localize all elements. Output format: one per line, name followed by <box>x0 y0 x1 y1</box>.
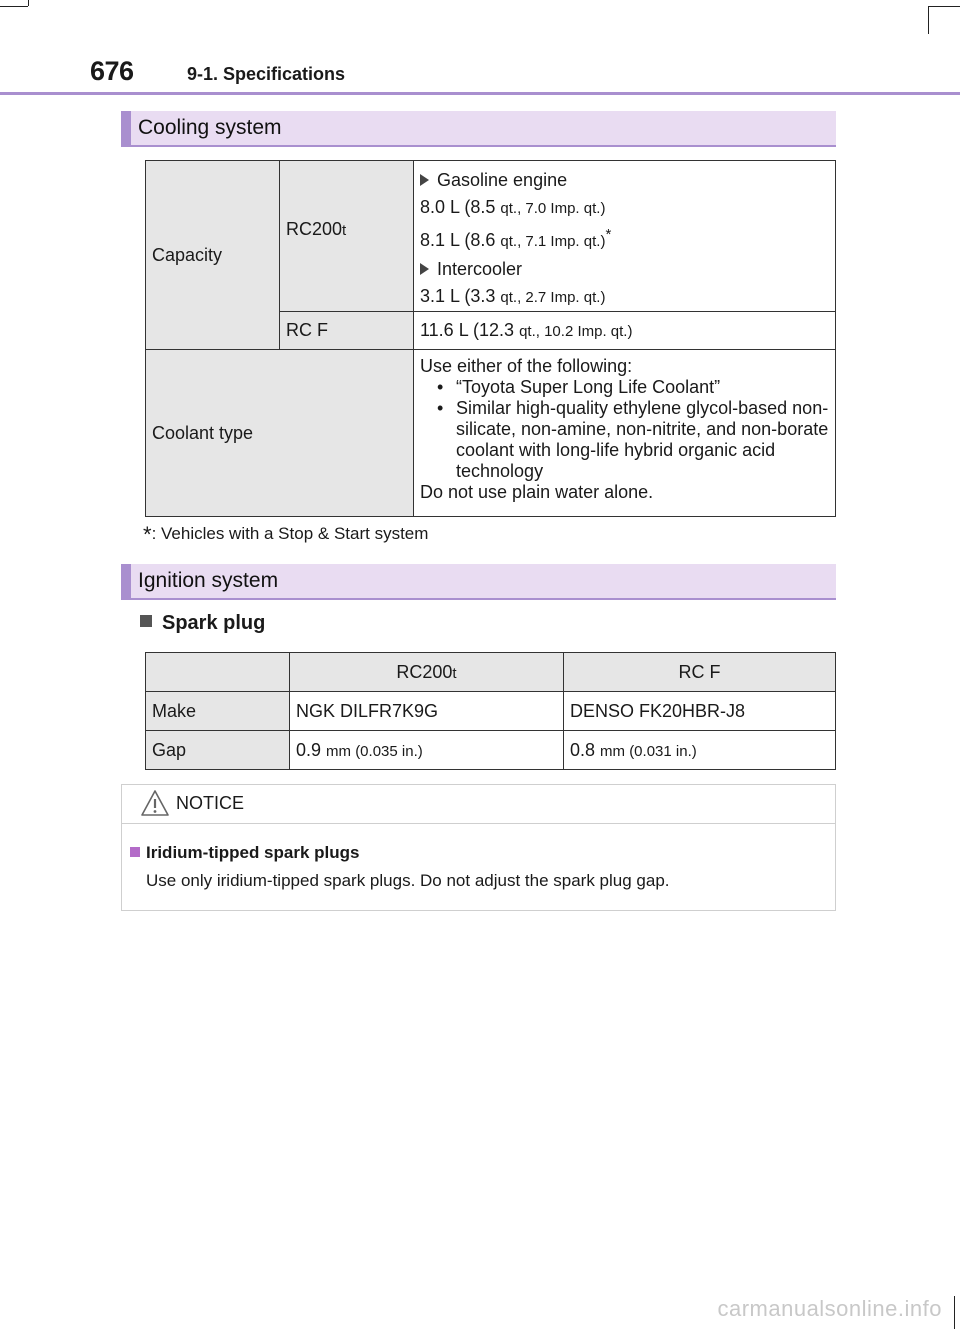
footnote-mark: * <box>605 226 612 243</box>
crop-mark <box>954 1296 955 1329</box>
gasoline-capacity: 8.0 L (8.5 qt., 7.0 Imp. qt.) <box>420 197 606 217</box>
table-row <box>146 653 836 692</box>
crop-mark <box>0 6 28 7</box>
notice-box <box>121 784 836 911</box>
footnote: *: Vehicles with a Stop & Start system <box>143 522 429 547</box>
intercooler-capacity: 3.1 L (3.3 qt., 2.7 Imp. qt.) <box>420 286 606 306</box>
column-header-rcf: RC F <box>564 653 836 692</box>
notice-header <box>122 785 835 824</box>
gap-label: Gap <box>146 731 290 770</box>
column-header-rc200t: RC200t <box>290 653 564 692</box>
coolant-type-value <box>414 350 836 517</box>
make-rcf: DENSO FK20HBR-J8 <box>564 692 836 731</box>
coolant-warning: Do not use plain water alone. <box>420 482 654 502</box>
watermark: carmanualsonline.info <box>717 1296 942 1321</box>
spark-plug-heading: Spark plug <box>140 612 265 635</box>
capacity-label: Capacity <box>146 161 280 350</box>
crop-mark <box>928 6 929 34</box>
cooling-system-heading: Cooling system <box>121 111 836 147</box>
crop-mark <box>928 6 960 7</box>
warning-icon <box>140 789 170 817</box>
crop-mark <box>28 0 29 6</box>
rc200t-capacity <box>414 161 836 312</box>
rcf-label: RC F <box>280 312 414 350</box>
notice-text: Use only iridium-tipped spark plugs. Do not adjust the spark plug gap. <box>146 871 670 890</box>
table-row <box>146 161 836 312</box>
notice-subheading: Iridium-tipped spark plugs <box>130 843 359 863</box>
triangle-bullet-icon <box>420 263 429 275</box>
empty-header-cell <box>146 653 290 692</box>
table-row <box>146 692 836 731</box>
coolant-type-label: Coolant type <box>146 350 414 517</box>
gap-rc200t: 0.9 mm (0.035 in.) <box>290 731 564 770</box>
section-label: 9-1. Specifications <box>187 64 346 84</box>
gasoline-capacity-stop-start: 8.1 L (8.6 qt., 7.1 Imp. qt.)* <box>420 226 612 250</box>
header-rule <box>0 92 960 95</box>
make-rc200t: NGK DILFR7K9G <box>290 692 564 731</box>
cooling-table <box>145 160 836 517</box>
square-bullet-icon <box>130 847 140 857</box>
rc200t-label: RC200t <box>280 161 414 312</box>
notice-title: NOTICE <box>176 793 245 813</box>
gap-rcf: 0.8 mm (0.031 in.) <box>564 731 836 770</box>
square-bullet-icon <box>140 615 152 627</box>
make-label: Make <box>146 692 290 731</box>
table-row <box>146 350 836 517</box>
coolant-option: • “Toyota Super Long Life Coolant” <box>437 377 721 397</box>
table-row <box>146 731 836 770</box>
spark-plug-table <box>145 652 836 770</box>
coolant-intro: Use either of the following: <box>420 356 633 376</box>
page-number: 676 <box>90 56 134 86</box>
coolant-option: • Similar high-quality ethylene glycol-based non-silicate, non-amine, non-nitrite, and non-borate coolant with long-life hybrid organic acid technology <box>437 398 829 481</box>
triangle-bullet-icon <box>420 174 429 186</box>
intercooler-label: Intercooler <box>420 256 829 282</box>
rcf-capacity: 11.6 L (12.3 qt., 10.2 Imp. qt.) <box>414 312 836 350</box>
ignition-system-heading: Ignition system <box>121 564 836 600</box>
gasoline-engine-label: Gasoline engine <box>420 167 829 193</box>
